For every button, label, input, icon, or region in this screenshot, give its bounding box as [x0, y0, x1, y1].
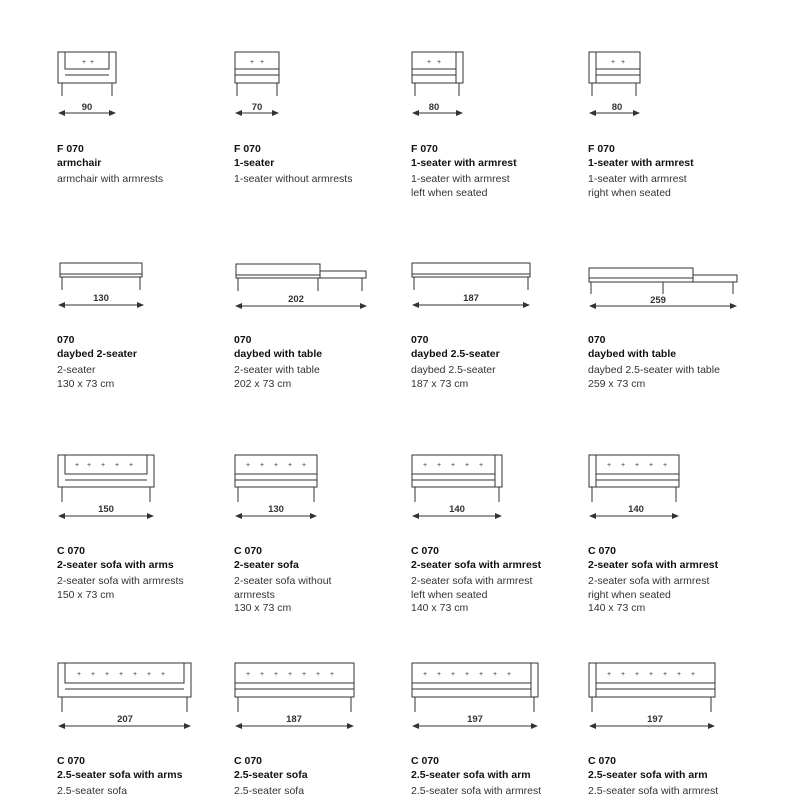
daybed-2-seater-drawing — [57, 250, 227, 330]
dimension-label: 197 — [647, 714, 663, 725]
dimension-label: 80 — [611, 102, 623, 113]
svg-text:+: + — [77, 671, 82, 678]
two-half-seater-with-arms-drawing — [57, 655, 227, 735]
svg-text:+: + — [677, 671, 682, 678]
one-seater-drawing — [234, 40, 404, 120]
product-name: 2-seater sofa with armrest — [411, 558, 542, 571]
dimension-label: 197 — [467, 714, 483, 725]
product-description: 2.5-seater sofa — [234, 785, 305, 797]
svg-text:+: + — [423, 462, 428, 469]
product-code: F 070 — [588, 143, 615, 155]
dimension-label: 140 — [449, 504, 465, 515]
product-code: 070 — [234, 334, 252, 346]
product-name: daybed with table — [588, 347, 677, 360]
product-description: 2-seater with table 202 x 73 cm — [234, 364, 320, 390]
product-name: 2.5-seater sofa with arm — [588, 768, 708, 781]
product-name: armchair — [57, 156, 102, 169]
product-name: daybed with table — [234, 347, 323, 360]
svg-text:+: + — [129, 462, 134, 469]
two-seater-left-arm-drawing — [411, 445, 581, 525]
product-description: 1-seater with armrest right when seated — [588, 173, 687, 199]
svg-text:+: + — [451, 462, 456, 469]
svg-text:+: + — [82, 59, 87, 66]
dimension-label: 187 — [463, 293, 479, 304]
svg-text:+: + — [649, 462, 654, 469]
svg-text:+: + — [75, 462, 80, 469]
svg-text:+: + — [91, 671, 96, 678]
product-name: 1-seater — [234, 156, 275, 169]
svg-text:+: + — [288, 671, 293, 678]
product-name: 2.5-seater sofa with arms — [57, 768, 183, 781]
svg-text:+: + — [621, 59, 626, 66]
svg-text:+: + — [437, 59, 442, 66]
product-description: 2-seater 130 x 73 cm — [57, 364, 115, 390]
svg-text:+: + — [302, 462, 307, 469]
svg-text:+: + — [115, 462, 120, 469]
product-name: 2-seater sofa with arms — [57, 558, 174, 571]
svg-text:+: + — [250, 59, 255, 66]
svg-text:+: + — [330, 671, 335, 678]
one-seater-left-arm-drawing — [411, 40, 581, 120]
two-half-seater-drawing — [234, 655, 404, 735]
svg-text:+: + — [316, 671, 321, 678]
svg-text:+: + — [423, 671, 428, 678]
svg-text:+: + — [479, 671, 484, 678]
two-half-seater-left-arm-drawing — [411, 655, 581, 735]
product-code: F 070 — [57, 143, 84, 155]
dimension-label: 80 — [428, 102, 440, 113]
svg-text:+: + — [119, 671, 124, 678]
product-description: daybed 2.5-seater 187 x 73 cm — [411, 364, 496, 390]
product-name: 2.5-seater sofa with arm — [411, 768, 531, 781]
two-seater-right-arm-drawing — [588, 445, 758, 525]
product-code: C 070 — [57, 545, 86, 557]
product-code: C 070 — [234, 545, 263, 557]
product-code: C 070 — [234, 755, 263, 767]
product-code: 070 — [588, 334, 606, 346]
svg-text:+: + — [437, 671, 442, 678]
svg-text:+: + — [260, 671, 265, 678]
product-code: F 070 — [234, 143, 261, 155]
svg-text:+: + — [427, 59, 432, 66]
product-code: C 070 — [57, 755, 86, 767]
daybed-2-5-seater-drawing — [411, 250, 581, 330]
svg-text:+: + — [507, 671, 512, 678]
product-description: 2.5-seater sofa with armrest — [411, 785, 542, 797]
product-code: F 070 — [411, 143, 438, 155]
svg-text:+: + — [611, 59, 616, 66]
dimension-label: 202 — [288, 294, 304, 305]
dimension-label: 187 — [286, 714, 302, 725]
two-seater-drawing — [234, 445, 404, 525]
svg-text:+: + — [101, 462, 106, 469]
product-description: 2-seater sofa with armrests 150 x 73 cm — [57, 575, 184, 601]
dimension-label: 259 — [650, 295, 666, 306]
product-name: 2.5-seater sofa — [234, 768, 308, 781]
product-code: C 070 — [588, 545, 617, 557]
dimension-label: 207 — [117, 714, 133, 725]
svg-text:+: + — [246, 671, 251, 678]
product-code: 070 — [57, 334, 75, 346]
dimension-label: 70 — [251, 102, 263, 113]
dimension-label: 90 — [81, 102, 93, 113]
svg-text:+: + — [274, 671, 279, 678]
svg-text:+: + — [607, 671, 612, 678]
product-name: daybed 2.5-seater — [411, 347, 500, 360]
product-name: 2-seater sofa with armrest — [588, 558, 719, 571]
svg-text:+: + — [621, 462, 626, 469]
product-code: C 070 — [411, 755, 440, 767]
svg-text:+: + — [479, 462, 484, 469]
product-code: C 070 — [411, 545, 440, 557]
svg-text:+: + — [635, 671, 640, 678]
svg-text:+: + — [133, 671, 138, 678]
svg-text:+: + — [635, 462, 640, 469]
svg-text:+: + — [465, 462, 470, 469]
product-name: daybed 2-seater — [57, 347, 137, 360]
svg-text:+: + — [274, 462, 279, 469]
dimension-label: 140 — [628, 504, 644, 515]
svg-text:+: + — [437, 462, 442, 469]
two-seater-with-arms-drawing — [57, 445, 227, 525]
product-name: 2-seater sofa — [234, 558, 299, 571]
product-name: 1-seater with armrest — [588, 156, 694, 169]
svg-text:+: + — [147, 671, 152, 678]
svg-text:+: + — [663, 462, 668, 469]
product-name: 1-seater with armrest — [411, 156, 517, 169]
armchair-drawing — [57, 40, 227, 120]
daybed-with-table-drawing — [234, 250, 404, 330]
dimension-label: 130 — [268, 504, 284, 515]
product-code: C 070 — [588, 755, 617, 767]
svg-text:+: + — [451, 671, 456, 678]
product-description: 2.5-seater sofa — [57, 785, 128, 797]
svg-text:+: + — [90, 59, 95, 66]
svg-text:+: + — [105, 671, 110, 678]
product-description: armchair with armrests — [57, 173, 164, 185]
dimension-label: 130 — [93, 293, 109, 304]
svg-text:+: + — [246, 462, 251, 469]
svg-text:+: + — [621, 671, 626, 678]
svg-text:+: + — [260, 462, 265, 469]
product-description: daybed 2.5-seater with table 259 x 73 cm — [588, 364, 720, 390]
svg-text:+: + — [663, 671, 668, 678]
one-seater-right-arm-drawing — [588, 40, 758, 120]
svg-text:+: + — [87, 462, 92, 469]
svg-text:+: + — [260, 59, 265, 66]
product-description: 2-seater sofa with armrest right when seated 140 x 73 cm — [588, 575, 710, 614]
svg-text:+: + — [607, 462, 612, 469]
product-description: 2.5-seater sofa with armrest — [588, 785, 719, 797]
two-half-seater-right-arm-drawing — [588, 655, 758, 735]
product-description: 2-seater sofa without armrests 130 x 73 cm — [234, 575, 332, 614]
svg-text:+: + — [493, 671, 498, 678]
svg-text:+: + — [649, 671, 654, 678]
product-description: 1-seater without armrests — [234, 173, 353, 185]
product-description: 2-seater sofa with armrest left when seated 140 x 73 cm — [411, 575, 533, 614]
svg-text:+: + — [691, 671, 696, 678]
daybed-2-5-with-table-drawing — [588, 250, 758, 330]
svg-text:+: + — [302, 671, 307, 678]
product-description: 1-seater with armrest left when seated — [411, 173, 510, 199]
svg-text:+: + — [465, 671, 470, 678]
product-code: 070 — [411, 334, 429, 346]
svg-text:+: + — [288, 462, 293, 469]
dimension-label: 150 — [98, 504, 114, 515]
svg-text:+: + — [161, 671, 166, 678]
